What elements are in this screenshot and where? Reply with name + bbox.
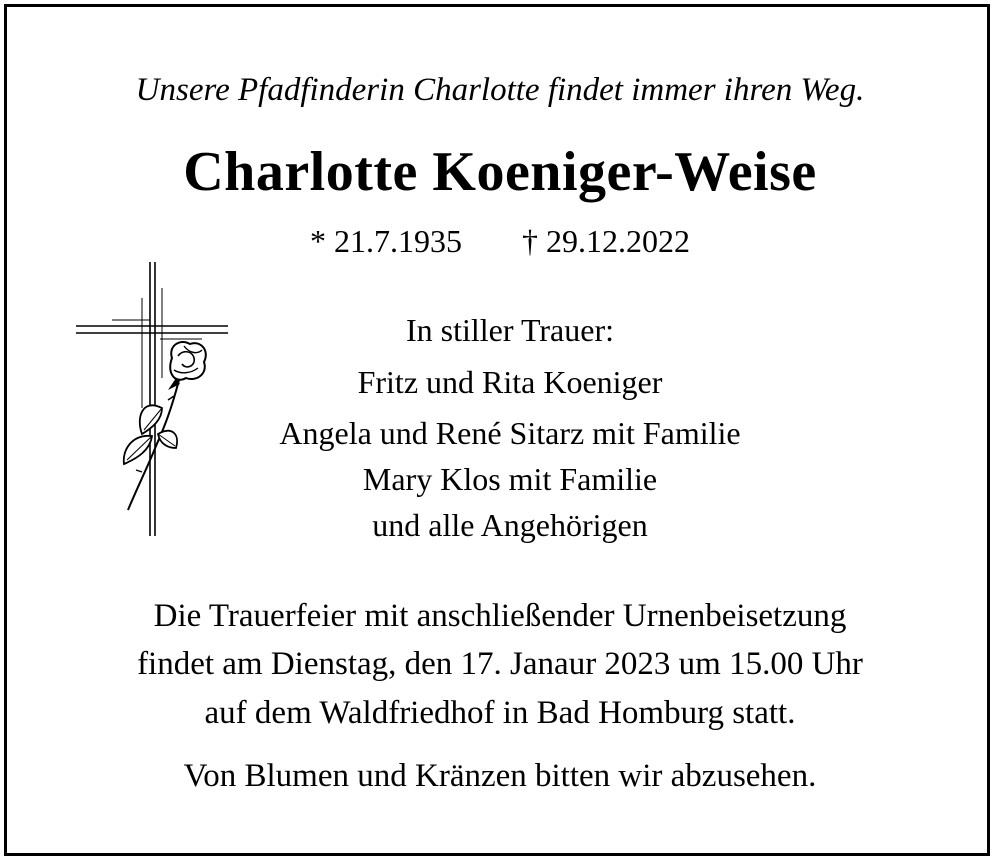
service-info-line: auf dem Waldfriedhof in Bad Homburg statt. bbox=[204, 695, 796, 731]
flowers-note: Von Blumen und Kränzen bitten wir abzusehen. bbox=[183, 758, 817, 794]
death-date: † 29.12.2022 bbox=[522, 223, 690, 259]
mourner-line: Fritz und Rita Koeniger bbox=[357, 364, 663, 400]
mourner-line: Angela und René Sitarz mit Familie bbox=[279, 415, 741, 451]
service-info-line: findet am Dienstag, den 17. Janaur 2023 um 15.00 Uhr bbox=[137, 646, 863, 682]
life-dates bbox=[0, 223, 1000, 260]
mourning-label: In stiller Trauer: bbox=[406, 312, 614, 348]
cross-with-rose-icon bbox=[72, 258, 232, 540]
birth-date: * 21.7.1935 bbox=[310, 223, 462, 259]
mourner-line: Mary Klos mit Familie bbox=[362, 461, 658, 497]
deceased-name: Charlotte Koeniger-Weise bbox=[183, 141, 817, 203]
motto: Unsere Pfadfinderin Charlotte findet immer ihren Weg. bbox=[135, 72, 865, 108]
service-info-line: Die Trauerfeier mit anschließender Urnenbeisetzung bbox=[153, 598, 847, 634]
mourner-line: und alle Angehörigen bbox=[372, 507, 648, 543]
